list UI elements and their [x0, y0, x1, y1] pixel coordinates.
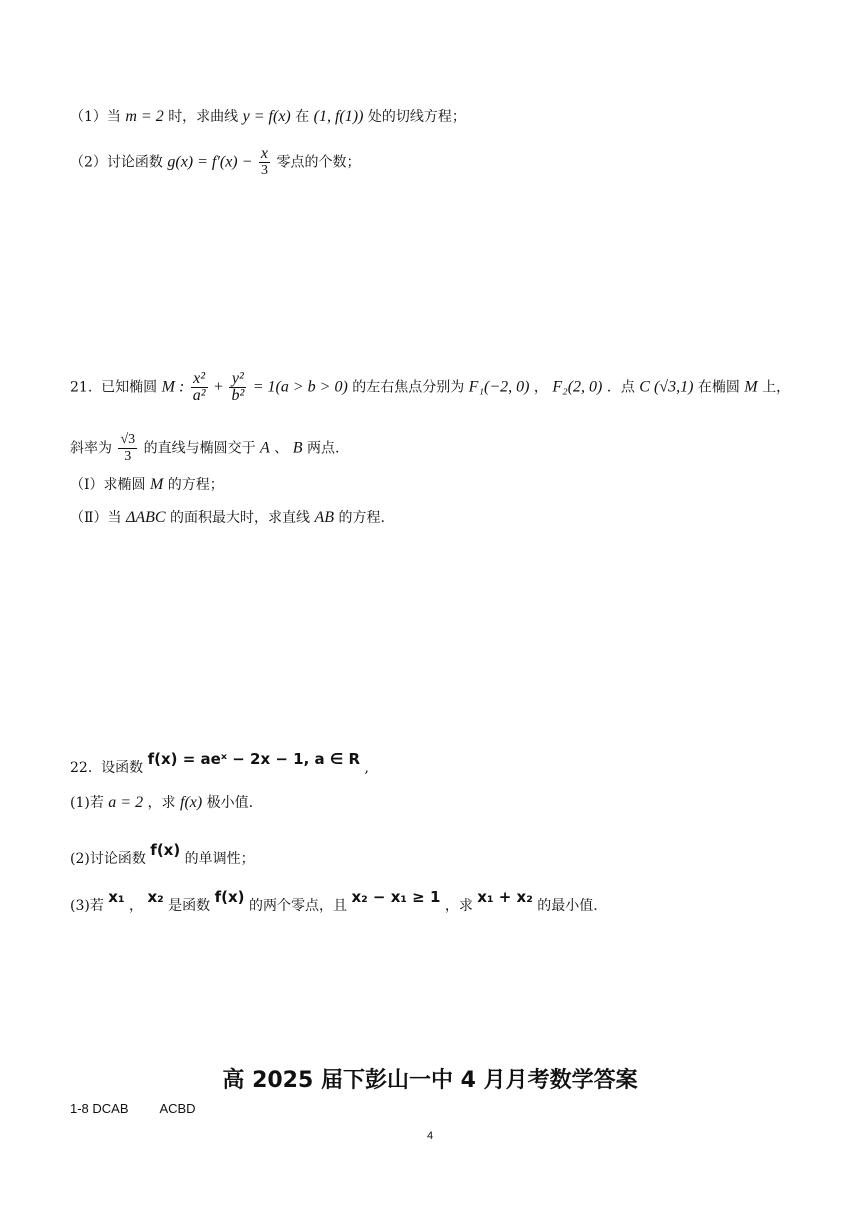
q20-part1-cond: m = 2	[125, 108, 164, 125]
q22-p3-mid: 是函数	[168, 898, 211, 914]
q22-intro-end: ,	[364, 760, 369, 776]
q21-part1-end: 的方程；	[167, 477, 224, 493]
q21-term2	[229, 371, 246, 404]
q22-p1-end: 极小值.	[206, 795, 254, 811]
q20-part2-frac-num: x	[260, 145, 268, 162]
q20-part2	[70, 146, 360, 179]
q20-part2-frac-den: 3	[260, 163, 268, 178]
q22-p3-mid2: 的两个零点，且	[248, 898, 347, 914]
q21-pt-b: B	[292, 439, 303, 457]
q20-part1-at: 在	[295, 109, 310, 125]
q21-part2-mid: 的面积最大时，求直线	[170, 510, 311, 526]
q22-p1-cond: a = 2	[108, 794, 144, 811]
q22-p3-label: (3)若	[70, 898, 104, 914]
q21-plus: +	[213, 378, 224, 396]
q21-eq-cond: = 1(a > b > 0)	[252, 378, 348, 396]
q21-term1-den: a²	[192, 387, 206, 404]
q22-p3-x2: x₂	[147, 888, 164, 906]
q20-part2-label: （2）讨论函数	[70, 154, 163, 171]
q21-slope	[70, 432, 339, 465]
q21-on-end: 上，	[762, 379, 791, 396]
q21-part2-tri: ΔABC	[125, 509, 166, 526]
q21-part2-ab: AB	[314, 509, 335, 526]
q21-slope-num: √3	[120, 432, 136, 447]
answer-title: 高 2025 届下彭山一中 4 月月考数学答案	[222, 1068, 638, 1093]
q21-term2-num: y²	[229, 371, 246, 388]
q21-slope-pre: 斜率为	[70, 440, 112, 457]
q20-part1-end: 处的切线方程；	[367, 109, 466, 125]
q21-number: 21.	[70, 379, 93, 396]
q21-part1-m: M	[149, 476, 164, 493]
q22-p1-f: f(x)	[180, 794, 203, 811]
q21-on-ellipse: 在椭圆	[697, 379, 740, 396]
q22-p2-label: (2)讨论函数	[70, 851, 146, 867]
q22-p1-label: (1)若	[70, 795, 104, 811]
q21-point-c: C (√3,1)	[639, 378, 694, 396]
q22-p2-f: f(x)	[150, 841, 181, 859]
q21-pt-a: A	[260, 439, 270, 457]
answer-key-range: 1-8 DCAB	[70, 1101, 129, 1116]
q22-p3-comma: ，	[129, 898, 143, 914]
q22-stem	[70, 750, 369, 778]
page-number: 4	[426, 1130, 434, 1142]
answer-key-rest: ACBD	[159, 1101, 196, 1116]
q20-part2-fraction	[259, 146, 270, 179]
q20-part1	[70, 107, 466, 127]
q21-intro: 已知椭圆	[101, 379, 158, 396]
q21-part2-end: 的方程.	[338, 510, 385, 526]
q22-p3-cond: x₂ − x₁ ≥ 1	[351, 888, 441, 906]
q21-slope-fraction	[118, 432, 137, 465]
q20-part2-end: 零点的个数；	[276, 154, 361, 171]
q22-intro: 设函数	[101, 760, 144, 776]
q21-term2-den: b²	[231, 387, 245, 404]
q22-part3	[70, 888, 598, 916]
q21-ellipse-m: M	[744, 378, 758, 396]
q22-p3-f: f(x)	[214, 888, 245, 906]
q22-p3-sum: x₁ + x₂	[477, 888, 533, 906]
q21-f1: F₁(−2, 0)	[468, 378, 530, 396]
q21-part1-label: （Ⅰ）求椭圆	[70, 477, 146, 493]
q22-number: 22.	[70, 760, 93, 776]
q21-term1	[191, 371, 208, 404]
q22-p2-end: 的单调性；	[184, 851, 255, 867]
q20-part1-label: （1）当	[70, 109, 121, 125]
q20-part2-func: g(x) = f′(x) −	[167, 153, 253, 171]
q21-f2: F₂(2, 0)	[552, 378, 603, 396]
q22-p3-mid3: ，求	[444, 898, 473, 914]
q22-p3-end: 的最小值.	[537, 898, 598, 914]
q21-slope-end: 两点.	[306, 440, 340, 457]
q22-part2	[70, 841, 255, 869]
q21-part2	[70, 508, 385, 528]
q20-part1-mid: 时，求曲线	[168, 109, 239, 125]
answer-key	[70, 1101, 224, 1116]
q21-stem	[70, 371, 790, 404]
q21-sep: 、	[274, 440, 289, 457]
q21-part1	[70, 475, 224, 495]
q20-part1-point: (1, f(1))	[313, 108, 364, 125]
q21-point-text: ．点	[606, 379, 635, 396]
q22-p3-x1: x₁	[108, 888, 125, 906]
q21-ellipse-name: M :	[161, 378, 185, 396]
q22-part1	[70, 793, 253, 813]
q21-foci-text: 的左右焦点分别为	[352, 379, 465, 396]
q21-comma: ，	[533, 379, 548, 396]
q21-slope-den: 3	[124, 449, 132, 464]
q22-p1-mid: ，求	[147, 795, 176, 811]
q21-slope-post: 的直线与椭圆交于	[143, 440, 256, 457]
q21-term1-num: x²	[191, 371, 208, 388]
q20-part1-curve: y = f(x)	[242, 108, 291, 125]
q22-func: f(x) = aeˣ − 2x − 1, a ∈ R	[147, 750, 361, 768]
q21-part2-label: （Ⅱ）当	[70, 510, 122, 526]
